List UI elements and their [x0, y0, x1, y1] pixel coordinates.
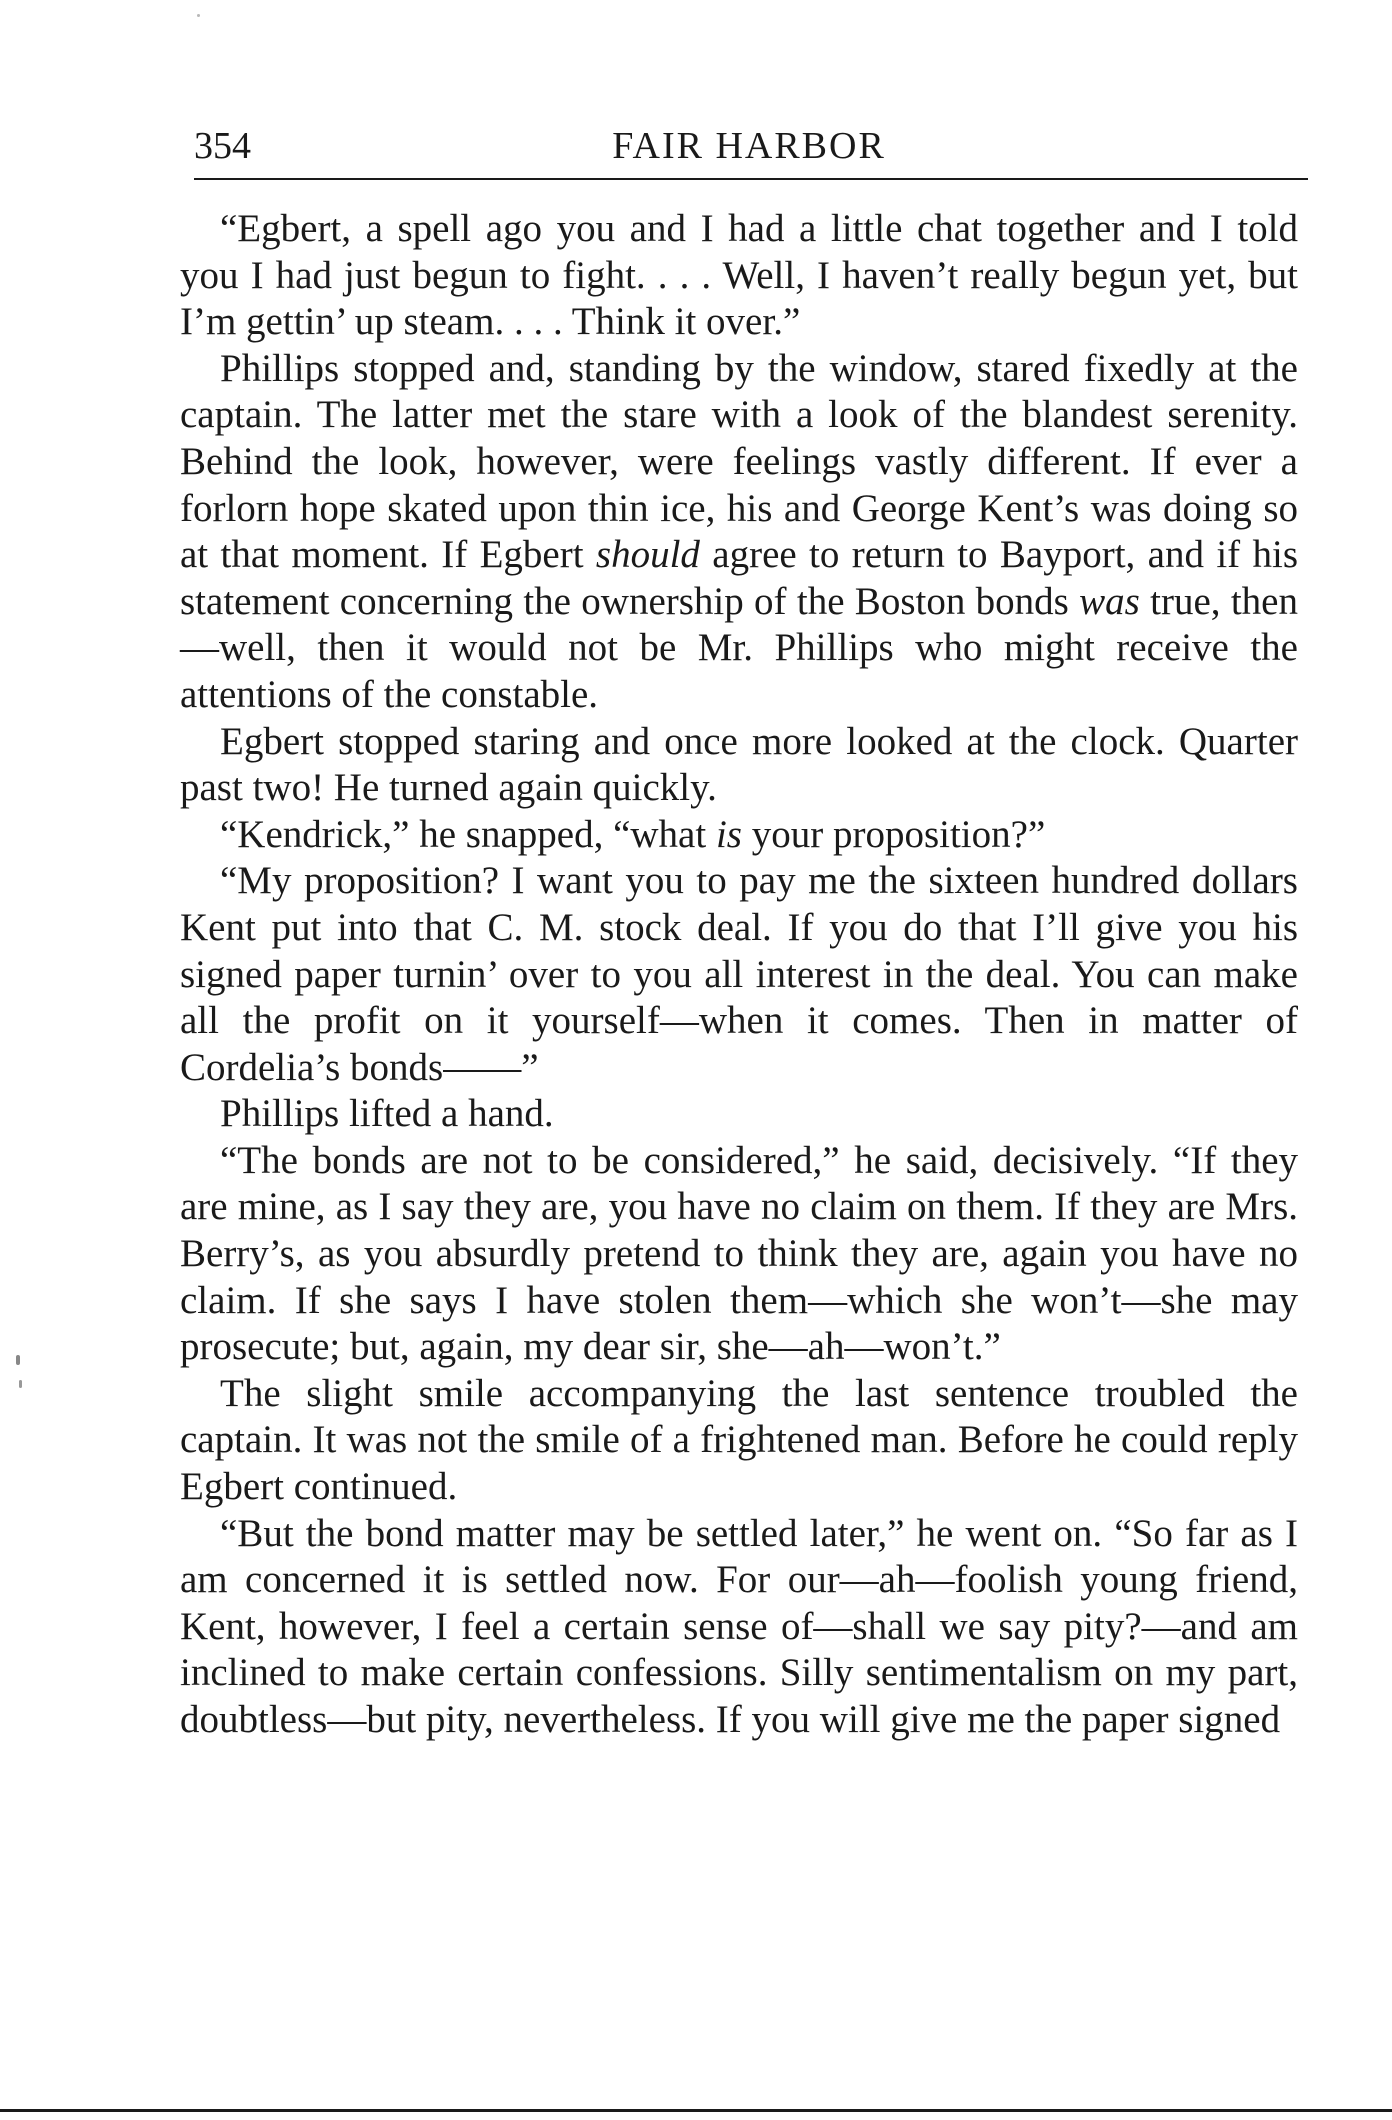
- body-text: [180, 206, 1298, 1744]
- text-run: “Egbert, a spell ago you and I had a little chat together and I told you I had just begun to fight. . . . Well, I haven’t really begun yet, but I’m gettin’ up steam. . . . Think it over.”: [180, 207, 1298, 344]
- running-head: [194, 120, 1304, 172]
- text-run: The slight smile accompanying the last sentence troubled the captain. It was not the smile of a frightened man. Before he could reply Egbert continued.: [180, 1371, 1298, 1509]
- text-run: Phillips stopped and, standing by the window, stared fixedly at the captain. The latter met the stare with a look of the blandest serenity. Behind the look, however, were feelings vastly different. If ever a forlorn hope skated upon thin ice, his and George Kent’s was doing so at that moment. If Egbert: [180, 346, 1298, 577]
- bottom-edge-rule: [0, 2109, 1392, 2112]
- text-run: agree to return to Bayport, and if his statement concerning the ownership of the Boston bonds: [180, 533, 1299, 623]
- paper-speck: [19, 1380, 22, 1388]
- italic-run: is: [715, 812, 742, 856]
- paragraph: [180, 719, 1298, 812]
- text-run: your proposition?”: [741, 812, 1046, 856]
- text-run: “But the bond matter may be settled later,” he went on. “So far as I am concerned it is settled now. For our—ah—foolish young friend, Kent, however, I feel a certain sense of—shall we say pity?—and am inclined to make certain confessions. Silly sentimentalism on my part, doubtless—but pity, nevertheless. If you will give me the paper signed: [180, 1511, 1298, 1741]
- header-rule: [194, 178, 1308, 180]
- text-run: “Kendrick,” he snapped, “what: [220, 812, 716, 856]
- italic-run: was: [1079, 579, 1140, 623]
- paragraph: [180, 1091, 1298, 1138]
- paragraph: [180, 1138, 1298, 1371]
- running-title: FAIR HARBOR: [612, 125, 886, 167]
- paragraph: [180, 858, 1298, 1091]
- paper-speck: [197, 14, 200, 17]
- italic-run: should: [595, 533, 700, 577]
- paragraph: [180, 206, 1298, 346]
- paragraph: [180, 1371, 1298, 1511]
- paragraph: [180, 346, 1298, 719]
- paper-speck: [16, 1355, 20, 1365]
- paragraph: [180, 1511, 1298, 1744]
- text-run: “My proposition? I want you to pay me the sixteen hundred dollars Kent put into that C. M. stock deal. If you do that I’ll give you his signed paper turnin’ over to you all interest in the deal. You can make all the profit on it yourself—when it comes. Then in matter of Cordelia’s bonds——”: [180, 859, 1298, 1089]
- text-run: Phillips lifted a hand.: [220, 1092, 554, 1136]
- text-run: “The bonds are not to be considered,” he said, decisively. “If they are mine, as I say they are, you have no claim on them. If they are Mrs. Berry’s, as you absurdly pretend to think they are, again you have no claim. If she says I have stolen them—which she won’t—she may prosecute; but, again, my dear sir, she—ah—won’t.”: [180, 1138, 1298, 1369]
- text-run: true, then—well, then it would not be Mr. Phillips who might receive the attentions of the constable.: [180, 579, 1298, 716]
- text-run: Egbert stopped staring and once more looked at the clock. Quarter past two! He turned again quickly.: [180, 719, 1298, 810]
- paragraph: [180, 812, 1298, 859]
- page-number: 354: [194, 125, 251, 167]
